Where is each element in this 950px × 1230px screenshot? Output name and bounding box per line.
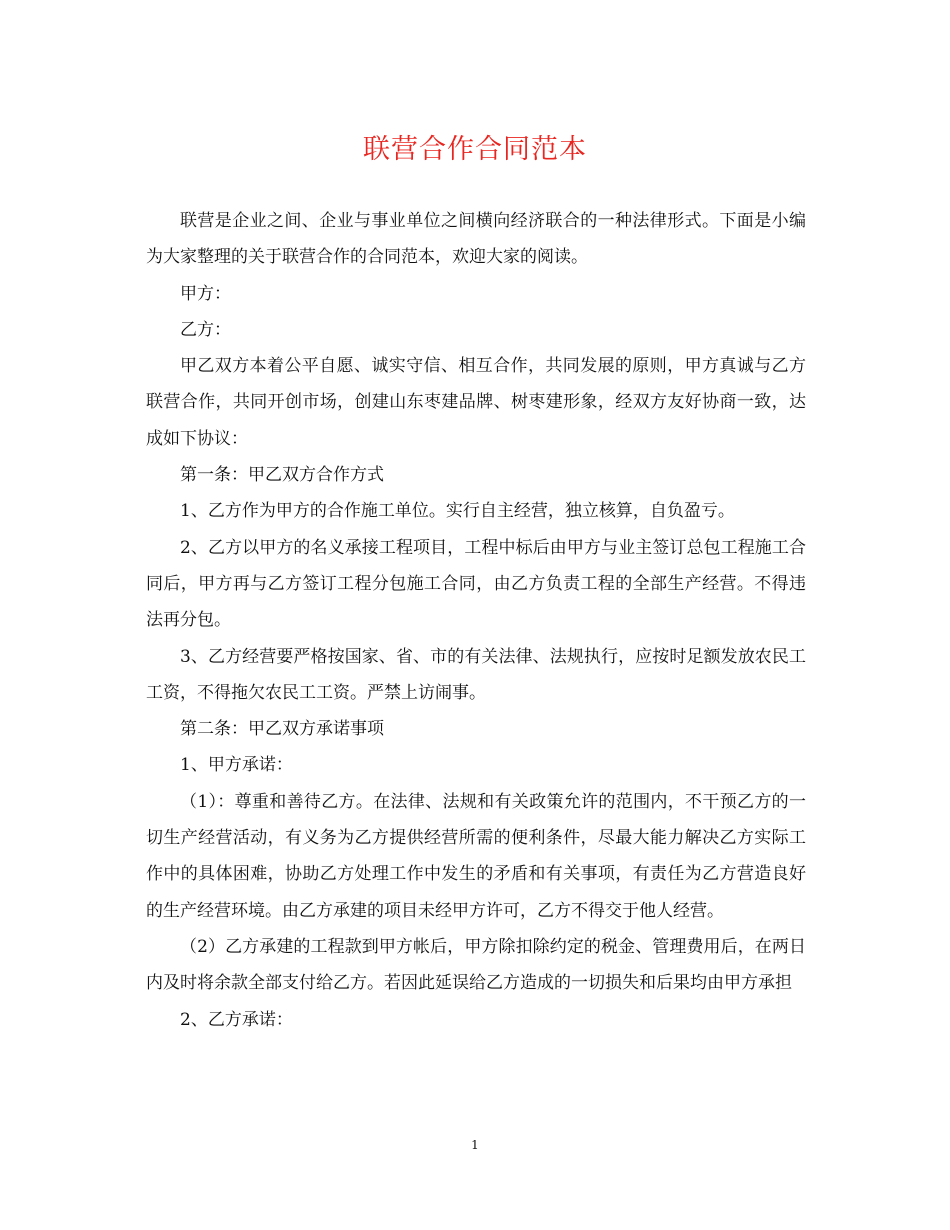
article-1-heading: 第一条：甲乙双方合作方式 <box>180 465 384 486</box>
party-a-commitments-heading: 1、甲方承诺： <box>180 755 293 776</box>
party-a-commitment-2: （2）乙方承建的工程款到甲方帐后，甲方除扣除约定的税金、管理费用后，在两日内及时将余款全部支付给乙方。若因此延误给乙方造成的一切损失和后果均由甲方承担 <box>146 936 806 994</box>
paragraph-intro: 联营是企业之间、企业与事业单位之间横向经济联合的一种法律形式。下面是小编为大家整理的关于联营合作的合同范本，欢迎大家的阅读。 <box>146 211 806 268</box>
party-b-commitments-heading: 2、乙方承诺： <box>180 1009 293 1030</box>
article-2-heading: 第二条：甲乙双方承诺事项 <box>180 719 384 740</box>
page-number: 1 <box>471 1138 479 1152</box>
party-a-commitment-1: （1）：尊重和善待乙方。在法律、法规和有关政策允许的范围内，不干预乙方的一切生产经营活动，有义务为乙方提供经营所需的便利条件，尽最大能力解决乙方实际工作中的具体困难，协助乙方处理工作中发生的矛盾和有关事项，有责任为乙方营造良好的生产经营环境。由乙方承建的项目未经甲方许可，乙方不得交于他人经营。 <box>146 791 806 921</box>
document-title: 联营合作合同范本 <box>363 134 587 165</box>
article-1-item-3: 3、乙方经营要严格按国家、省、市的有关法律、法规执行，应按时足额发放农民工工资，不得拖欠农民工工资。严禁上访闹事。 <box>146 646 806 703</box>
paragraph-party-b: 乙方： <box>180 319 231 340</box>
paragraph-principles: 甲乙双方本着公平自愿、诚实守信、相互合作，共同发展的原则，甲方真诚与乙方联营合作，共同开创市场，创建山东枣建品牌、树枣建形象，经双方友好协商一致，达成如下协议： <box>146 356 806 449</box>
article-1-item-2: 2、乙方以甲方的名义承接工程项目，工程中标后由甲方与业主签订总包工程施工合同后，甲方再与乙方签订工程分包施工合同，由乙方负责工程的全部生产经营。不得违法再分包。 <box>146 537 806 631</box>
article-1-item-1: 1、乙方作为甲方的合作施工单位。实行自主经营，独立核算，自负盈亏。 <box>180 501 735 522</box>
paragraph-party-a: 甲方： <box>180 283 231 304</box>
document-body <box>146 203 806 1038</box>
